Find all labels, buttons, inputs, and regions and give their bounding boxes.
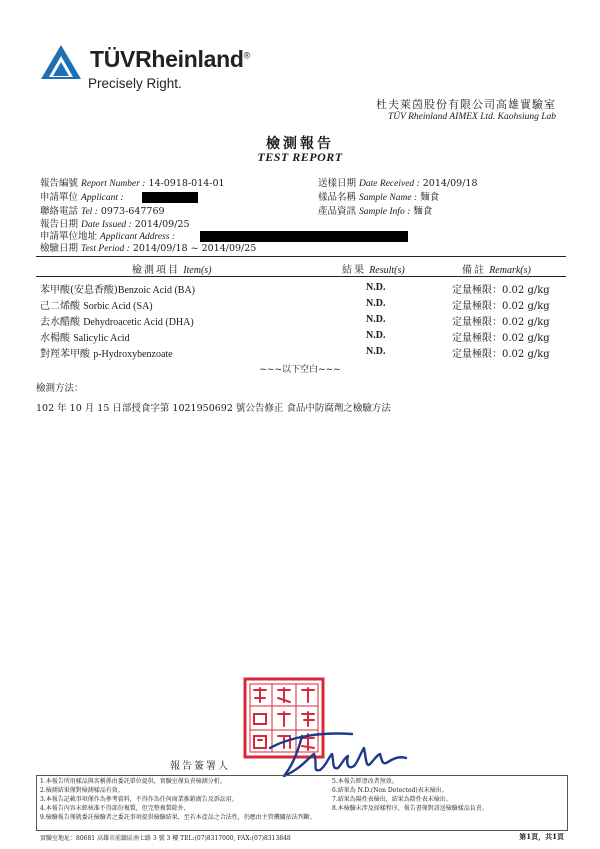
signature-icon [262, 718, 412, 782]
report-title-en: TEST REPORT [257, 150, 343, 164]
result-cell: N.D. [366, 314, 386, 325]
page-number: 第1頁，共1頁 [519, 832, 564, 841]
remark-cell: 定量極限：0.02 g/kg [452, 301, 550, 312]
brand-name: TÜVRheinland® [90, 46, 250, 72]
lab-name-zh: 杜夫萊茵股份有限公司高雄實驗室 [376, 98, 556, 111]
sample-info: 麵食 [413, 206, 433, 217]
test-period: 2014/09/18 ~ 2014/09/25 [132, 243, 257, 254]
note-item: 3.本報告記載事項僅作為參考資料，不得作為任何商業推銷廣告及訴訟用。 [40, 796, 238, 803]
table-row: 去水醋酸 Dehydroacetic Acid (DHA) [40, 317, 194, 328]
brand-tagline: Precisely Right. [88, 76, 182, 91]
tel-number: 0973-647769 [100, 206, 165, 217]
result-cell: N.D. [366, 298, 386, 309]
result-cell: N.D. [366, 282, 386, 293]
date-received-line: 送樣日期 Date Received : 2014/09/18 [318, 178, 478, 189]
method-label: 檢測方法： [36, 383, 84, 394]
address-redaction [200, 231, 408, 242]
header-result: 結果 Result(s) [342, 265, 405, 276]
lab-address: 實驗室地址：80681 高雄市前鎮區南七路 3 號 3 樓 TEL:(07)8317000, FAX:(07)8313848 [40, 835, 291, 842]
tel-line: 聯絡電話 Tel : 0973-647769 [40, 206, 165, 217]
table-header-rule [36, 276, 566, 277]
sample-name: 麵食 [420, 192, 440, 203]
date-issued-line: 報告日期 Date Issued : 2014/09/25 [40, 219, 190, 230]
note-item: 6.結果為 N.D.(Non Detected)表未檢出。 [332, 787, 448, 794]
note-item: 8.本檢驗未涉及採樣程序，報告書僅對該送檢驗樣品負責。 [332, 805, 488, 812]
result-cell: N.D. [366, 346, 386, 357]
remark-cell: 定量極限：0.02 g/kg [452, 349, 550, 360]
applicant-redaction [142, 192, 198, 203]
table-row: 己二烯酸 Sorbic Acid (SA) [40, 301, 153, 312]
test-period-line: 檢驗日期 Test Period : 2014/09/18 ~ 2014/09/25 [40, 243, 257, 254]
address-line: 申請單位地址 Applicant Address : [40, 231, 175, 242]
date-issued: 2014/09/25 [134, 219, 190, 230]
header-item: 檢測項目 Item(s) [132, 265, 212, 276]
note-item: 4.本報告內容未經核准不得部份複製，但完整複製除外。 [40, 805, 190, 812]
report-number-line: 報告編號 Report Number : 14-0918-014-01 [40, 178, 225, 189]
header-remark: 備註 Remark(s) [462, 265, 531, 276]
remark-cell: 定量極限：0.02 g/kg [452, 317, 550, 328]
sample-info-line: 產品資訊 Sample Info : 麵食 [318, 206, 433, 217]
note-item: 9.檢驗報告僅就委託檢驗者之委託事項提供檢驗結果，至若本產品之合法性，仍應由主管機關依法判斷。 [40, 814, 316, 821]
note-item: 5.本報告經塗改者無效。 [332, 778, 398, 785]
table-row: 水楊酸 Salicylic Acid [40, 333, 130, 344]
method-text: 102 年 10 月 15 日部授食字第 1021950692 號公告修正 食品中防腐劑之檢驗方法 [36, 403, 391, 414]
result-cell: N.D. [366, 330, 386, 341]
remark-cell: 定量極限：0.02 g/kg [452, 285, 550, 296]
table-top-rule [36, 256, 566, 257]
signatory-label: 報告簽署人 [170, 761, 230, 772]
remark-cell: 定量極限：0.02 g/kg [452, 333, 550, 344]
tuv-logo-icon [40, 44, 82, 80]
applicant-line: 申請單位 Applicant : [40, 192, 124, 203]
end-of-results-marker: ~~~以下空白~~~ [259, 365, 341, 375]
report-number: 14-0918-014-01 [148, 178, 225, 189]
sample-name-line: 樣品名稱 Sample Name : 麵食 [318, 192, 440, 203]
note-item: 7.結果為陽性表檢出，結果為陰性表未檢出。 [332, 796, 452, 803]
report-title-zh: 檢測報告 [266, 136, 334, 152]
note-item: 1.本報告所用樣品與名稱係由委託單位提供，實驗室僅負責檢測分析。 [40, 778, 226, 785]
table-row: 苯甲酸(安息香酸)Benzoic Acid (BA) [40, 285, 196, 296]
table-row: 對羥苯甲酸 p-Hydroxybenzoate [40, 349, 173, 360]
date-received: 2014/09/18 [422, 178, 478, 189]
note-item: 2.檢測結果僅對檢測樣品有效。 [40, 787, 124, 794]
lab-name-en: TÜV Rheinland AIMEX Ltd. Kaohsiung Lab [387, 112, 556, 122]
